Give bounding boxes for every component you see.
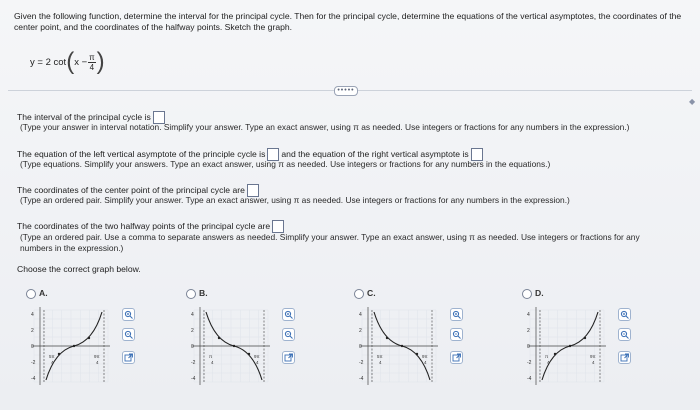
formula-lhs: y = 2 cot <box>30 56 67 68</box>
x-tick-label: 9π <box>254 354 260 359</box>
y-tick-label: 2 <box>191 328 194 334</box>
zoom-out-icon[interactable] <box>282 328 295 341</box>
x-tick-label: 4 <box>592 360 595 365</box>
x-tick-label: π <box>545 354 549 359</box>
option-letter: D. <box>535 288 544 298</box>
y-tick-label: 2 <box>359 328 362 334</box>
graph-option-d[interactable] <box>522 288 642 400</box>
halfway-label: The coordinates of the two halfway points of the principal cycle are <box>17 220 271 231</box>
key-point <box>569 345 571 347</box>
right-asymptote-label: and the equation of the right vertical asymptote is <box>281 148 469 159</box>
open-graph-icon[interactable] <box>618 351 631 364</box>
y-tick-label: -4 <box>31 376 36 382</box>
question-text: Given the following function, determine the interval for the principal cycle. Then for the principal cycle, determine the equations of the vertical asymptotes, the coordinates of the center point, and the coordinates of the halfway points. Sketch the graph. <box>14 11 682 32</box>
y-tick-label: 4 <box>359 312 362 318</box>
y-tick-label: -4 <box>527 376 532 382</box>
graph-option-c[interactable] <box>354 288 474 400</box>
option-letter: A. <box>39 288 48 298</box>
key-point <box>584 337 586 339</box>
zoom-in-icon[interactable] <box>122 308 135 321</box>
option-radio[interactable] <box>522 289 532 299</box>
zoom-out-icon[interactable] <box>618 328 631 341</box>
y-tick-label: 0 <box>191 344 194 350</box>
y-tick-label: 0 <box>31 344 34 350</box>
x-tick-label: 4 <box>424 360 427 365</box>
zoom-out-icon[interactable] <box>450 328 463 341</box>
zoom-in-icon[interactable] <box>618 308 631 321</box>
option-graph <box>354 300 454 392</box>
key-point <box>401 345 403 347</box>
option-graph <box>186 300 286 392</box>
left-paren: ( <box>66 48 75 75</box>
y-tick-label: -2 <box>191 360 196 366</box>
option-radio[interactable] <box>26 289 36 299</box>
x-tick-label: 4 <box>211 360 214 365</box>
x-tick-label: 9π <box>422 354 428 359</box>
x-tick-label: 5π <box>377 354 383 359</box>
open-graph-icon[interactable] <box>122 351 135 364</box>
formula-inner: x − <box>74 56 88 68</box>
fraction-denominator: 4 <box>89 62 95 72</box>
y-tick-label: -4 <box>359 376 364 382</box>
x-tick-label: 4 <box>51 360 54 365</box>
center-hint: (Type an ordered pair. Simplify your answer. Type an exact answer, using π as needed. Use integers or fractions for any numbers in the expression.) <box>20 195 570 205</box>
x-tick-label: π <box>209 354 213 359</box>
x-tick-label: 5π <box>49 354 55 359</box>
zoom-out-icon[interactable] <box>122 328 135 341</box>
option-letter: C. <box>367 288 376 298</box>
fraction-numerator: π <box>89 52 95 62</box>
y-tick-label: 4 <box>31 312 34 318</box>
open-graph-icon[interactable] <box>450 351 463 364</box>
choose-graph-label: Choose the correct graph below. <box>17 264 141 274</box>
y-tick-label: 0 <box>359 344 362 350</box>
key-point <box>554 353 556 355</box>
halfway-hint: (Type an ordered pair. Use a comma to separate answers as needed. Simplify your answer. Type an exact answer, using π as needed. Use integers or fractions for any numbers in the expression.) <box>20 232 640 253</box>
graph-options <box>26 288 666 400</box>
interval-hint: (Type your answer in interval notation. Simplify your answer. Type an exact answer, using π as needed. Use integers or fractions for any numbers in the expression.) <box>20 122 630 132</box>
y-tick-label: -2 <box>359 360 364 366</box>
y-tick-label: 4 <box>191 312 194 318</box>
side-marker-icon: ◆ <box>689 97 696 106</box>
key-point <box>386 337 388 339</box>
option-radio[interactable] <box>186 289 196 299</box>
x-tick-label: 9π <box>94 354 100 359</box>
y-tick-label: 2 <box>527 328 530 334</box>
function-formula <box>30 50 105 74</box>
option-letter: B. <box>199 288 208 298</box>
key-point <box>416 353 418 355</box>
key-point <box>73 345 75 347</box>
key-point <box>233 345 235 347</box>
expand-button[interactable]: ••••• <box>334 86 358 96</box>
key-point <box>88 337 90 339</box>
y-tick-label: 4 <box>527 312 530 318</box>
y-tick-label: 0 <box>527 344 530 350</box>
key-point <box>58 353 60 355</box>
x-tick-label: 9π <box>590 354 596 359</box>
option-radio[interactable] <box>354 289 364 299</box>
formula-fraction <box>88 53 96 72</box>
option-graph <box>522 300 622 392</box>
y-tick-label: -4 <box>191 376 196 382</box>
option-graph <box>26 300 126 392</box>
key-point <box>248 353 250 355</box>
zoom-in-icon[interactable] <box>282 308 295 321</box>
interval-label: The interval of the principal cycle is <box>17 111 151 122</box>
zoom-in-icon[interactable] <box>450 308 463 321</box>
x-tick-label: 4 <box>96 360 99 365</box>
x-tick-label: 4 <box>256 360 259 365</box>
asymptote-hint: (Type equations. Simplify your answers. Type an exact answer, using π as needed. Use integers or fractions for any numbers in the equations.) <box>20 159 551 169</box>
key-point <box>218 337 220 339</box>
y-tick-label: -2 <box>31 360 36 366</box>
open-graph-icon[interactable] <box>282 351 295 364</box>
graph-option-a[interactable] <box>26 288 146 400</box>
left-asymptote-label: The equation of the left vertical asymptote of the principle cycle is <box>17 148 266 159</box>
y-tick-label: 2 <box>31 328 34 334</box>
graph-option-b[interactable] <box>186 288 306 400</box>
right-paren: ) <box>96 48 105 75</box>
y-tick-label: -2 <box>527 360 532 366</box>
x-tick-label: 4 <box>547 360 550 365</box>
x-tick-label: 4 <box>379 360 382 365</box>
center-label: The coordinates of the center point of the principal cycle are <box>17 184 245 195</box>
